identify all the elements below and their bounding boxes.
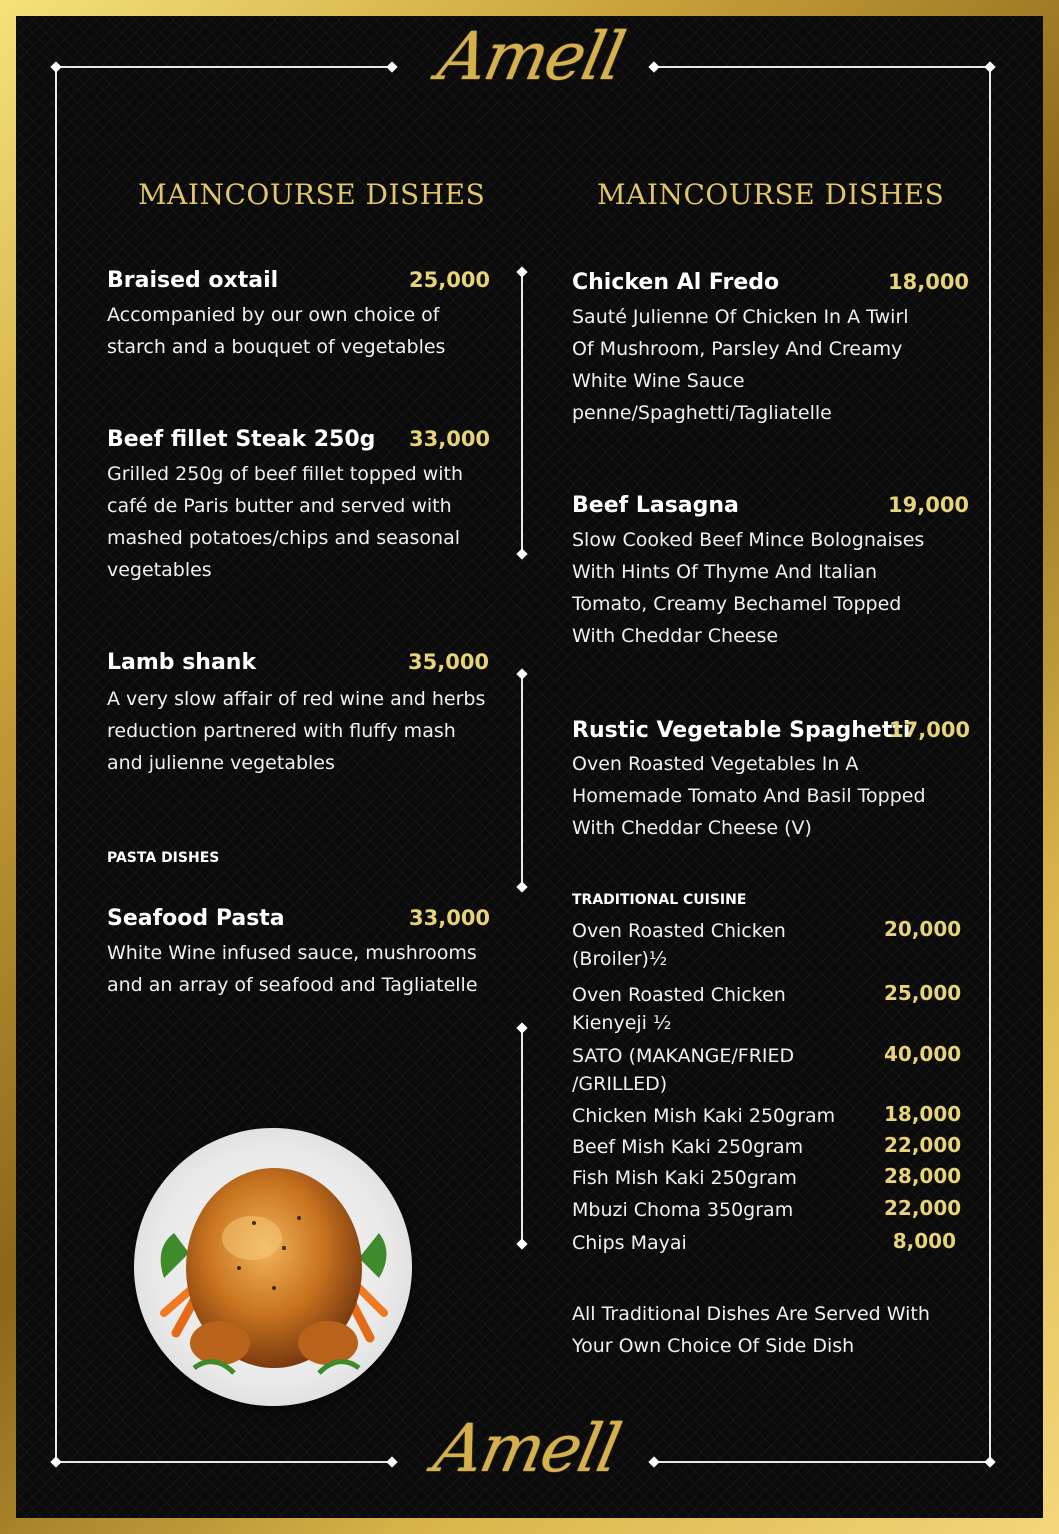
left-column-title: MAINCOURSE DISHES <box>138 178 486 211</box>
item-description: Slow Cooked Beef Mince Bolognaises With Hints Of Thyme And Italian Tomato, Creamy Bechamel Topped With Cheddar Cheese <box>572 529 925 647</box>
traditional-item-price: 22,000 <box>884 1196 962 1220</box>
traditional-item-name: Fish Mish Kaki 250gram <box>572 1167 797 1189</box>
item-name: Rustic Vegetable Spaghetti <box>572 718 911 743</box>
traditional-item-name: Oven Roasted Chicken Kienyeji ½ <box>572 984 786 1034</box>
item-name: Beef Lasagna <box>572 493 739 518</box>
divider-line <box>521 1028 523 1244</box>
traditional-item-price: 8,000 <box>892 1229 956 1253</box>
divider-line <box>521 272 523 555</box>
traditional-item-price: 22,000 <box>884 1133 962 1157</box>
traditional-item-name: Beef Mish Kaki 250gram <box>572 1136 804 1158</box>
item-description: White Wine infused sauce, mushrooms and an array of seafood and Tagliatelle <box>107 942 478 996</box>
traditional-item-name: SATO (MAKANGE/FRIED /GRILLED) <box>572 1045 795 1095</box>
item-name: Braised oxtail <box>107 268 279 293</box>
item-price: 33,000 <box>409 427 491 451</box>
traditional-item-price: 25,000 <box>884 981 962 1005</box>
item-name: Seafood Pasta <box>107 906 285 931</box>
item-price: 17,000 <box>889 718 971 742</box>
pasta-dishes-label: PASTA DISHES <box>107 850 220 866</box>
traditional-item-price: 20,000 <box>884 917 962 941</box>
brand-logo-bottom: Amell <box>427 1410 626 1487</box>
traditional-item-price: 28,000 <box>884 1164 962 1188</box>
traditional-item-price: 40,000 <box>884 1042 962 1066</box>
item-price: 35,000 <box>408 650 490 674</box>
roast-chicken-plate-icon <box>134 1128 412 1406</box>
frame-bottom-right-line <box>654 1461 991 1463</box>
item-name: Lamb shank <box>107 650 257 675</box>
item-name: Beef fillet Steak 250g <box>107 427 376 452</box>
item-description: Oven Roasted Vegetables In A Homemade Tomato And Basil Topped With Cheddar Cheese (V) <box>572 753 926 839</box>
frame-left-line <box>55 66 57 1463</box>
item-description: Sauté Julienne Of Chicken In A Twirl Of Mushroom, Parsley And Creamy White Wine Sauce penne/Spaghetti/Tagliatelle <box>572 306 909 424</box>
traditional-item-name: Chips Mayai <box>572 1232 687 1254</box>
item-description: Grilled 250g of beef fillet topped with café de Paris butter and served with mashed potatoes/chips and seasonal vegetables <box>107 463 464 581</box>
item-price: 18,000 <box>888 270 970 294</box>
frame-bottom-left-line <box>55 1461 392 1463</box>
item-name: Chicken Al Fredo <box>572 270 780 295</box>
frame-top-right-line <box>654 66 991 68</box>
traditional-note: All Traditional Dishes Are Served With Your Own Choice Of Side Dish <box>572 1303 930 1357</box>
traditional-item-name: Oven Roasted Chicken (Broiler)½ <box>572 920 786 970</box>
brand-logo-top: Amell <box>431 18 630 95</box>
item-description: A very slow affair of red wine and herbs reduction partnered with fluffy mash and julienne vegetables <box>107 688 486 774</box>
item-price: 25,000 <box>409 268 491 292</box>
divider-line <box>521 674 523 888</box>
traditional-item-name: Chicken Mish Kaki 250gram <box>572 1105 836 1127</box>
roast-chicken-icon <box>134 1128 412 1406</box>
right-column-title: MAINCOURSE DISHES <box>597 178 945 211</box>
item-description: Accompanied by our own choice of starch and a bouquet of vegetables <box>107 304 446 358</box>
traditional-cuisine-label: TRADITIONAL CUISINE <box>572 892 747 908</box>
item-price: 19,000 <box>888 493 970 517</box>
frame-right-line <box>989 66 991 1463</box>
item-price: 33,000 <box>409 906 491 930</box>
traditional-item-price: 18,000 <box>884 1102 962 1126</box>
traditional-item-name: Mbuzi Choma 350gram <box>572 1199 794 1221</box>
frame-top-left-line <box>55 66 392 68</box>
